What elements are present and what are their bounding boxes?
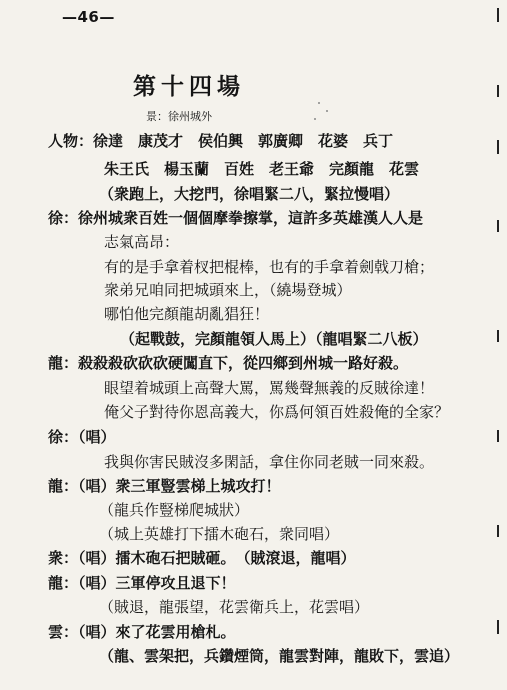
page-edge-mark	[497, 140, 499, 154]
speech-line: 徐：（唱）	[48, 428, 116, 446]
stage-direction: （衆跑上，大挖門，徐唱緊二八，緊拉慢唱）	[99, 185, 400, 203]
speech-line: 哪怕他完顏龍胡亂猖狂！	[104, 305, 270, 323]
page-edge-mark	[497, 85, 499, 97]
speech-line: 志氣高昂：	[104, 233, 180, 251]
print-speck	[318, 102, 320, 104]
page-edge-mark	[497, 220, 499, 232]
speech-line: 有的是手拿着杈把棍棒，也有的手拿着劍戟刀槍；	[104, 258, 435, 276]
speech-line: 龍：殺殺殺砍砍砍硬闖直下，從四鄉到州城一路好殺。	[48, 354, 409, 372]
page-edge-mark	[497, 8, 499, 22]
page-number: —46—	[62, 8, 115, 26]
cast-list-line-1: 人物：徐達 康茂才 侯伯興 郭廣卿 花婆 兵丁	[48, 132, 394, 150]
speech-line: 衆弟兄咱同把城頭來上，（繞場登城）	[104, 281, 352, 299]
stage-direction: （龍、雲架把，兵鑽煙筒，龍雲對陣，龍敗下，雲追）	[99, 647, 460, 665]
scene-title: 第十四場	[133, 73, 245, 100]
cast-list-line-2: 朱王氏 楊玉蘭 百姓 老王爺 完顏龍 花雲	[104, 160, 420, 178]
stage-direction: （賊退，龍張望，花雲衛兵上，花雲唱）	[99, 598, 370, 616]
stage-direction: （起戰鼓，完顏龍領人馬上）（龍唱緊二八板）	[120, 330, 428, 348]
page-edge-mark	[497, 620, 499, 634]
speech-line: 眼望着城頭上高聲大罵，罵幾聲無義的反賊徐達！	[104, 379, 435, 397]
page-edge-mark	[497, 430, 499, 442]
print-speck	[326, 110, 328, 112]
speech-line: 我與你害民賊沒多閑話，拿住你同老賊一同來殺。	[104, 453, 435, 471]
stage-direction: （龍兵作豎梯爬城狀）	[99, 501, 250, 519]
speech-line: 龍：（唱）三軍停攻且退下！	[48, 574, 236, 592]
speech-line: 徐：徐州城衆百姓一個個摩拳擦掌，這許多英雄漢人人是	[48, 209, 424, 227]
page-edge-mark	[497, 525, 499, 537]
speech-line: 衆：（唱）擂木砲石把賊砸。 （賊滾退，龍唱）	[48, 549, 356, 567]
speech-line: 雲：（唱）來了花雲用槍札。	[48, 623, 236, 641]
scene-setting: 景：徐州城外	[146, 110, 212, 123]
speech-line: 俺父子對待你恩高義大，你爲何領百姓殺俺的全家？	[104, 403, 450, 421]
speech-line: 龍：（唱）衆三軍豎雲梯上城攻打！	[48, 477, 281, 495]
print-speck	[314, 118, 316, 120]
page-edge-mark	[497, 330, 499, 342]
stage-direction: （城上英雄打下擂木砲石，衆同唱）	[99, 525, 340, 543]
